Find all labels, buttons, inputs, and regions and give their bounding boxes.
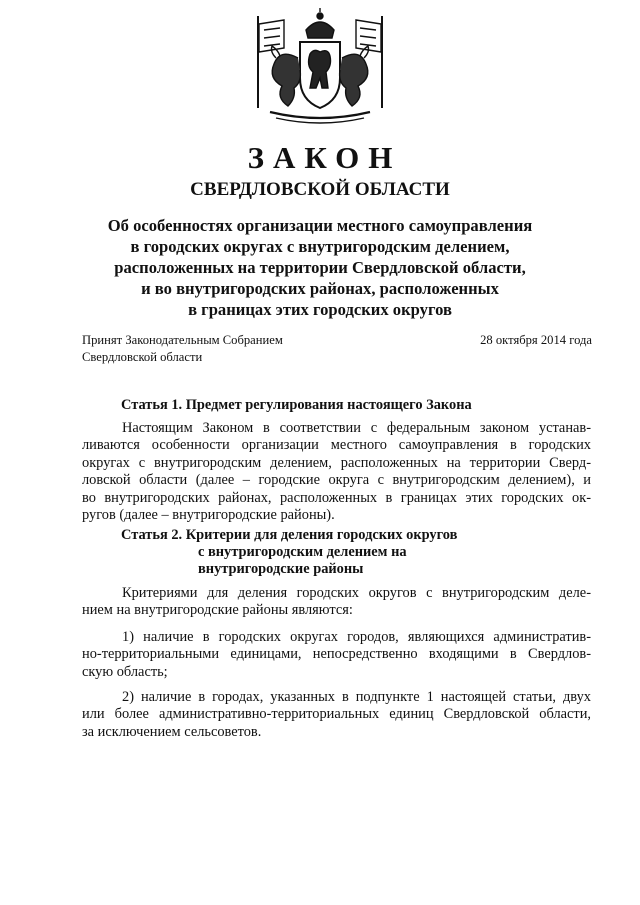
subject-line: в городских округах с внутригородским делением, xyxy=(130,237,510,256)
subject-line: Об особенностях организации местного самоуправления xyxy=(107,216,533,235)
text-line: ловской области (далее – городские округа с внутригородским делением), и xyxy=(82,472,591,489)
text-line: или более административно-территориальных единиц Свердловской области, xyxy=(82,706,591,723)
subject-line: в границах этих городских округов xyxy=(188,300,452,319)
heading-line: внутригородские районы xyxy=(198,561,364,577)
adoption-date: 28 октября 2014 года xyxy=(480,333,592,347)
heading-line: Статья 2. Критерии для деления городских округов xyxy=(121,527,458,543)
heading-line: с внутригородским делением на xyxy=(198,544,407,560)
article-2-heading xyxy=(121,527,561,578)
adopted-line: Принят Законодательным Собранием xyxy=(82,333,283,347)
text-line: за исключением сельсоветов. xyxy=(82,723,262,740)
subject-line: расположенных на территории Свердловской области, xyxy=(114,258,526,277)
text-line: Настоящим Законом в соответствии с федеральным законом устанав- xyxy=(122,420,591,436)
text-line: ливаются особенности организации местного самоуправления в городских xyxy=(82,437,591,454)
region-title: СВЕРДЛОВСКОЙ ОБЛАСТИ xyxy=(190,179,450,200)
article-2-item-1 xyxy=(82,629,591,681)
text-line: нием на внутригородские районы являются: xyxy=(82,602,353,619)
coat-of-arms-emblem xyxy=(230,8,410,128)
text-line: во внутригородских районах, расположенных в границах этих городских ок- xyxy=(82,489,591,506)
text-line: ругов (далее – внутригородские районы). xyxy=(82,507,335,524)
article-1-heading: Статья 1. Предмет регулирования настоящего Закона xyxy=(121,397,472,413)
text-line: 1) наличие в городских округах городов, являющихся административ- xyxy=(122,629,591,645)
text-line: Критериями для деления городских округов с внутригородским деле- xyxy=(122,585,591,601)
text-line: но-территориальными единицами, непосредственно входящими в Свердлов- xyxy=(82,646,591,663)
text-line: округах с внутригородским делением, расположенных на территории Сверд- xyxy=(82,454,591,471)
law-title: ЗАКОН xyxy=(247,140,402,175)
article-2-intro xyxy=(82,585,591,620)
law-subject xyxy=(80,215,560,320)
article-2-item-2 xyxy=(82,689,591,741)
text-line: 2) наличие в городах, указанных в подпункте 1 настоящей статьи, двух xyxy=(122,689,591,705)
adopted-line: Свердловской области xyxy=(82,350,203,364)
article-1-text xyxy=(82,420,591,524)
subject-line: и во внутригородских районах, расположенных xyxy=(141,279,499,298)
text-line: скую область; xyxy=(82,663,168,680)
adopted-by xyxy=(82,332,382,366)
